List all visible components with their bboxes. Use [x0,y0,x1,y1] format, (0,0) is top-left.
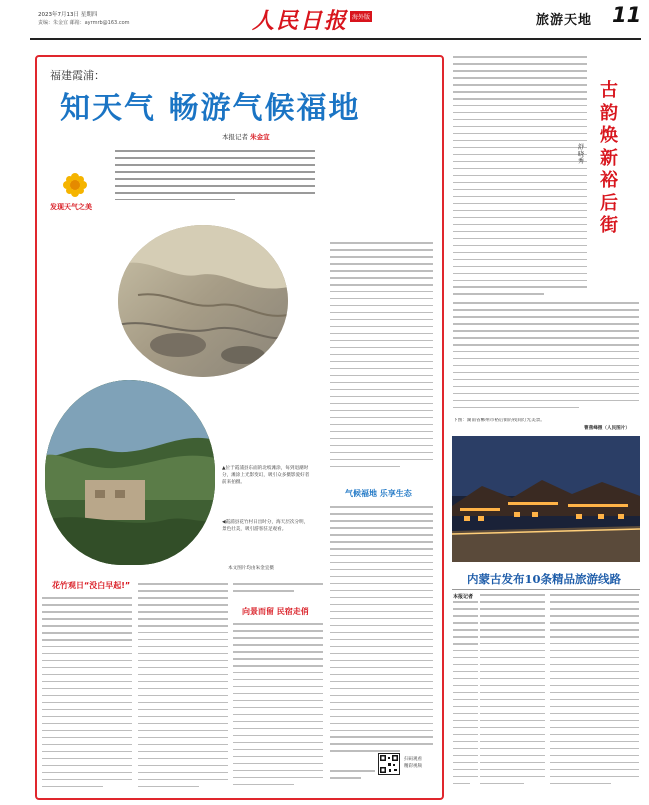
subhead-s3: 气候福地 乐享生态 [345,489,412,498]
photo-credit [228,566,274,573]
logo-edition: 海外版 [350,11,372,22]
badge-text: 发现天气之美 [50,203,92,211]
vertical-title: 古韵焕新裕后街 [600,80,618,236]
lead-lines [115,150,315,218]
right-photo-credit: 曹燕峰摄（人民图片） [584,426,630,431]
feature-headline: 知天气 畅游气候福地 [60,91,361,126]
byline-prefix: 本报记者 [222,133,248,141]
qr-line-2: 精彩视频 [404,764,422,770]
reporter-tag: 本报记者 [453,594,474,600]
qr-label [404,756,422,770]
feature-col-3b [233,623,323,793]
badge-flower-icon [62,172,88,198]
bottom-right-headline: 内蒙古发布10条精品旅游线路 [467,572,622,586]
qr-line-1: 扫码观看 [404,757,422,762]
feature-col-3a [233,583,323,599]
night-street-photo [452,436,640,562]
village-photo [45,380,215,565]
feature-col-right-1 [330,242,433,475]
coastline-photo [118,225,288,377]
logo-text: 人民日报 [252,8,349,34]
bottom-right-rule [452,589,640,590]
qr-code[interactable] [378,753,400,775]
right-caption-text: 下图：湖南省郴州市裕后街的夜间灯光美景。 [453,418,545,423]
date-line: 2023年7月13日 星期四 [38,12,98,18]
feature-col-4-bottom [330,770,375,790]
photo-credit-text: 本文图片均由朱金宜摄 [228,566,274,571]
feature-col-2 [138,583,228,793]
feature-col-1 [42,597,132,793]
right-author: 舒晓秀 [578,144,585,166]
masthead-rule [30,38,641,40]
photo-caption-1: ▲位于霞浦县东面的北岐滩涂，每到退潮时分，滩涂上光影变幻，吸引众多摄影爱好者前来拍摄。 [222,466,310,485]
feature-byline [222,132,270,141]
byline-name: 朱金宜 [250,133,270,141]
page-number: 11 [612,3,642,27]
section-name: 旅游天地 [536,13,593,28]
right-article-text [453,56,587,301]
right-article-text-wide [453,302,639,414]
bottom-right-col-2 [550,594,639,794]
bottom-right-col-1 [480,594,545,794]
right-photo-caption [453,418,639,425]
subhead-s2: 向景而留 民宿走俏 [242,607,309,616]
bottom-right-col-0 [453,601,478,794]
feature-col-right-2 [330,506,433,766]
lead-paragraph [115,150,315,218]
photo-caption-2: ◀霞浦县花竹村日出时分，海天层次分明，景色壮美，吸引游客驻足观看。 [222,520,309,532]
feature-kicker: 福建霞浦： [50,69,105,82]
newspaper-logo [252,4,382,36]
editor-line: 责编：朱金宜 邮箱：ayrmrb@163.com [38,20,130,26]
subhead-s1: 花竹观日“没白早起!” [52,581,131,590]
